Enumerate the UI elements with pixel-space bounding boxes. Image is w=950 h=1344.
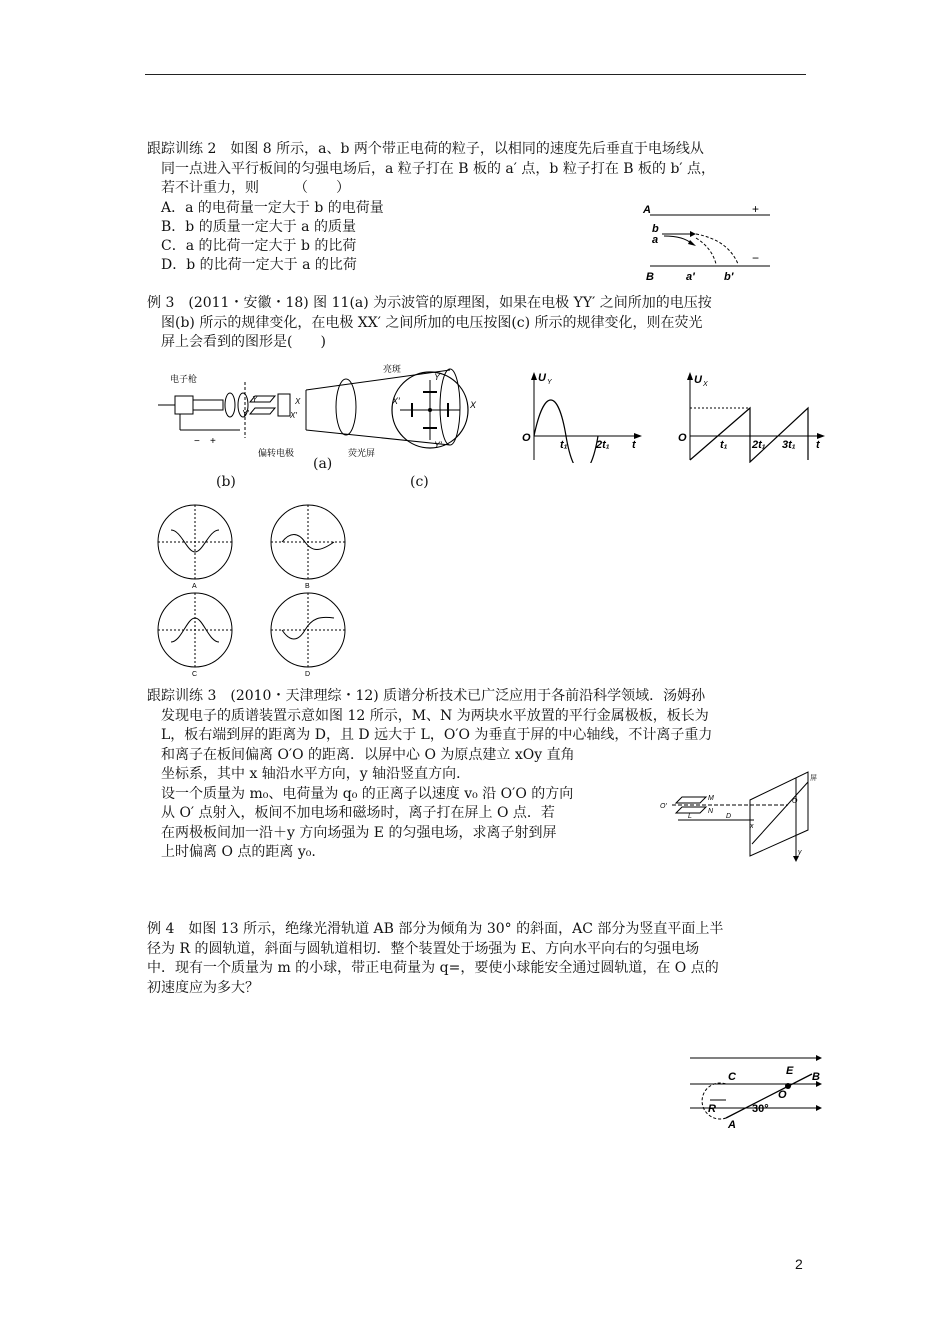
label-o: O	[778, 1089, 787, 1101]
option-b: B．b 的质量一定大于 a 的质量	[161, 218, 356, 235]
label-x-elec: X	[295, 397, 301, 406]
label-u: U	[538, 372, 546, 384]
label-uy-sub: Y	[547, 379, 552, 386]
label-a: A	[728, 1119, 736, 1130]
text-line: 发现电子的质谱装置示意如图 12 所示，M、N 为两块水平放置的平行金属极板，板长为	[161, 707, 709, 724]
answer-choices-figures	[155, 500, 375, 685]
label-b: B	[812, 1071, 820, 1083]
ex3-text	[147, 294, 812, 353]
label-r: R	[708, 1103, 716, 1115]
label-screen-xp: X′	[392, 396, 400, 406]
label-t: t	[816, 439, 820, 451]
text-line: 在两极板间加一沿＋y 方向场强为 E 的匀强电场，求离子射到屏	[161, 824, 557, 841]
text-line: 设一个质量为 m₀、电荷量为 q₀ 的正离子以速度 v₀ 沿 O′O 的方向	[161, 785, 574, 802]
label-minus-a: −	[194, 436, 200, 447]
ex4-text	[147, 920, 812, 998]
label-t1: t₁	[560, 439, 568, 451]
option-c: C．a 的比荷一定大于 b 的比荷	[161, 237, 357, 254]
label-electron-gun: 电子枪	[170, 374, 198, 384]
label-a: a	[652, 234, 659, 246]
label-plus: +	[752, 202, 760, 216]
label-m: M	[708, 795, 714, 802]
label-t: t	[632, 439, 636, 451]
label-l: L	[688, 813, 692, 820]
option-a: A．a 的电荷量一定大于 b 的电荷量	[161, 199, 384, 216]
text-line: 径为 R 的圆轨道，斜面与圆轨道相切．整个装置处于场强为 E、方向水平向右的匀强电场	[147, 940, 700, 957]
label-screen-ping: 屏	[810, 775, 817, 782]
label-screen-y: Y	[434, 372, 441, 382]
text-line: L，板右端到屏的距离为 D，且 D 远大于 L，O′O 为垂直于屏的中心轴线，不计离子重力	[161, 727, 713, 743]
choice-b-label: B	[305, 583, 310, 590]
caption-b: (b)	[216, 474, 236, 490]
text-line: 跟踪训练 2 如图 8 所示，a、b 两个带正电荷的粒子，以相同的速度先后垂直于电场线从	[147, 141, 704, 157]
label-x: x	[750, 823, 754, 830]
text-line: 屏上会看到的图形是( )	[161, 334, 326, 350]
label-e: E	[786, 1065, 794, 1077]
text-line: 跟踪训练 3 (2010・天津理综・12) 质谱分析技术已广泛应用于各前沿科学领域．汤姆孙	[147, 688, 706, 704]
figure-11a-screen	[390, 362, 480, 457]
label-deflect: 偏转电极	[258, 448, 295, 458]
caption-c: (c)	[410, 474, 429, 490]
text-line: 图(b) 所示的规律变化，在电极 XX′ 之间所加的电压按图(c) 所示的规律变化，则在荧光	[161, 314, 703, 331]
figure-8-parallel-plates	[640, 200, 780, 290]
text-line: 同一点进入平行板间的匀强电场后，a 粒子打在 B 板的 a′ 点，b 粒子打在 B 板的 b′ 点，	[161, 160, 716, 177]
text-line: 坐标系，其中 x 轴沿水平方向，y 轴沿竖直方向．	[161, 766, 471, 782]
figure-13-incline-track	[686, 1048, 826, 1130]
text-line: 和离子在板间偏离 O′O 的距离．以屏中心 O 为原点建立 xOy 直角	[161, 746, 575, 763]
label-b-prime: b′	[724, 271, 734, 283]
label-angle: 30°	[752, 1103, 769, 1115]
choice-a-label: A	[192, 583, 197, 590]
figure-11c-ux-graph	[676, 368, 826, 463]
label-origin: O	[678, 432, 687, 444]
label-t1: t₁	[720, 439, 728, 451]
label-y-elec: Y	[252, 395, 258, 404]
choice-c-screen	[158, 593, 232, 678]
text-line: 例 4 如图 13 所示，绝缘光滑轨道 AB 部分为倾角为 30° 的斜面，AC 部分为竖直平面上半	[147, 921, 724, 937]
figure-11b-uy-graph	[518, 368, 643, 463]
figure-12-mass-spectrometer	[658, 770, 823, 862]
label-d: D	[726, 813, 732, 820]
page-number: 2	[795, 1256, 803, 1272]
text-line: 从 O′ 点射入，板间不加电场和磁场时，离子打在屏上 O 点．若	[161, 805, 555, 821]
label-xp-elec: X′	[290, 411, 297, 420]
label-plate-a: A	[643, 204, 651, 216]
label-a-prime: a′	[686, 271, 695, 283]
header-rule	[145, 74, 806, 75]
label-2t1: 2t₁	[752, 439, 766, 451]
choice-a-screen	[158, 505, 232, 590]
label-2t1: 2t₁	[596, 439, 610, 451]
text-line: 上时偏离 O 点的距离 y₀.	[161, 844, 316, 860]
label-3t1: 3t₁	[782, 439, 796, 451]
label-ux-sub: X	[703, 381, 708, 388]
label-bright-spot: 亮斑	[383, 364, 402, 374]
label-plus-a: +	[210, 436, 216, 447]
text-line: 若不计重力，则 （ ）	[161, 180, 350, 196]
label-plate-b: B	[646, 271, 654, 283]
label-screen: 荧光屏	[348, 448, 376, 458]
choice-d-label: D	[305, 671, 311, 678]
label-b: b	[652, 223, 659, 235]
choice-c-label: C	[192, 671, 198, 678]
label-u: U	[694, 374, 702, 386]
label-yp-elec: Y′	[242, 409, 249, 418]
text-line: 初速度应为多大？	[147, 979, 259, 996]
label-o-prime: O′	[660, 803, 667, 810]
caption-a: (a)	[313, 456, 333, 472]
label-screen-x: X	[470, 400, 477, 410]
text-line: 中．现有一个质量为 m 的小球，带正电荷量为 q=，要使小球能安全通过圆轨道，在 O 点的	[147, 960, 719, 976]
label-minus: −	[752, 251, 760, 265]
text-line: 例 3 (2011・安徽・18) 图 11(a) 为示波管的原理图，如果在电极 YY′ 之间所加的电压按	[147, 295, 712, 311]
option-d: D．b 的比荷一定大于 a 的比荷	[161, 256, 357, 273]
label-screen-yp: Y′	[434, 440, 442, 450]
label-n: N	[708, 808, 714, 815]
label-o: O	[792, 798, 798, 805]
choice-d-screen	[271, 593, 345, 678]
choice-b-screen	[271, 505, 345, 590]
label-origin: O	[522, 432, 531, 444]
label-y: y	[798, 849, 802, 856]
label-c: C	[728, 1071, 736, 1083]
